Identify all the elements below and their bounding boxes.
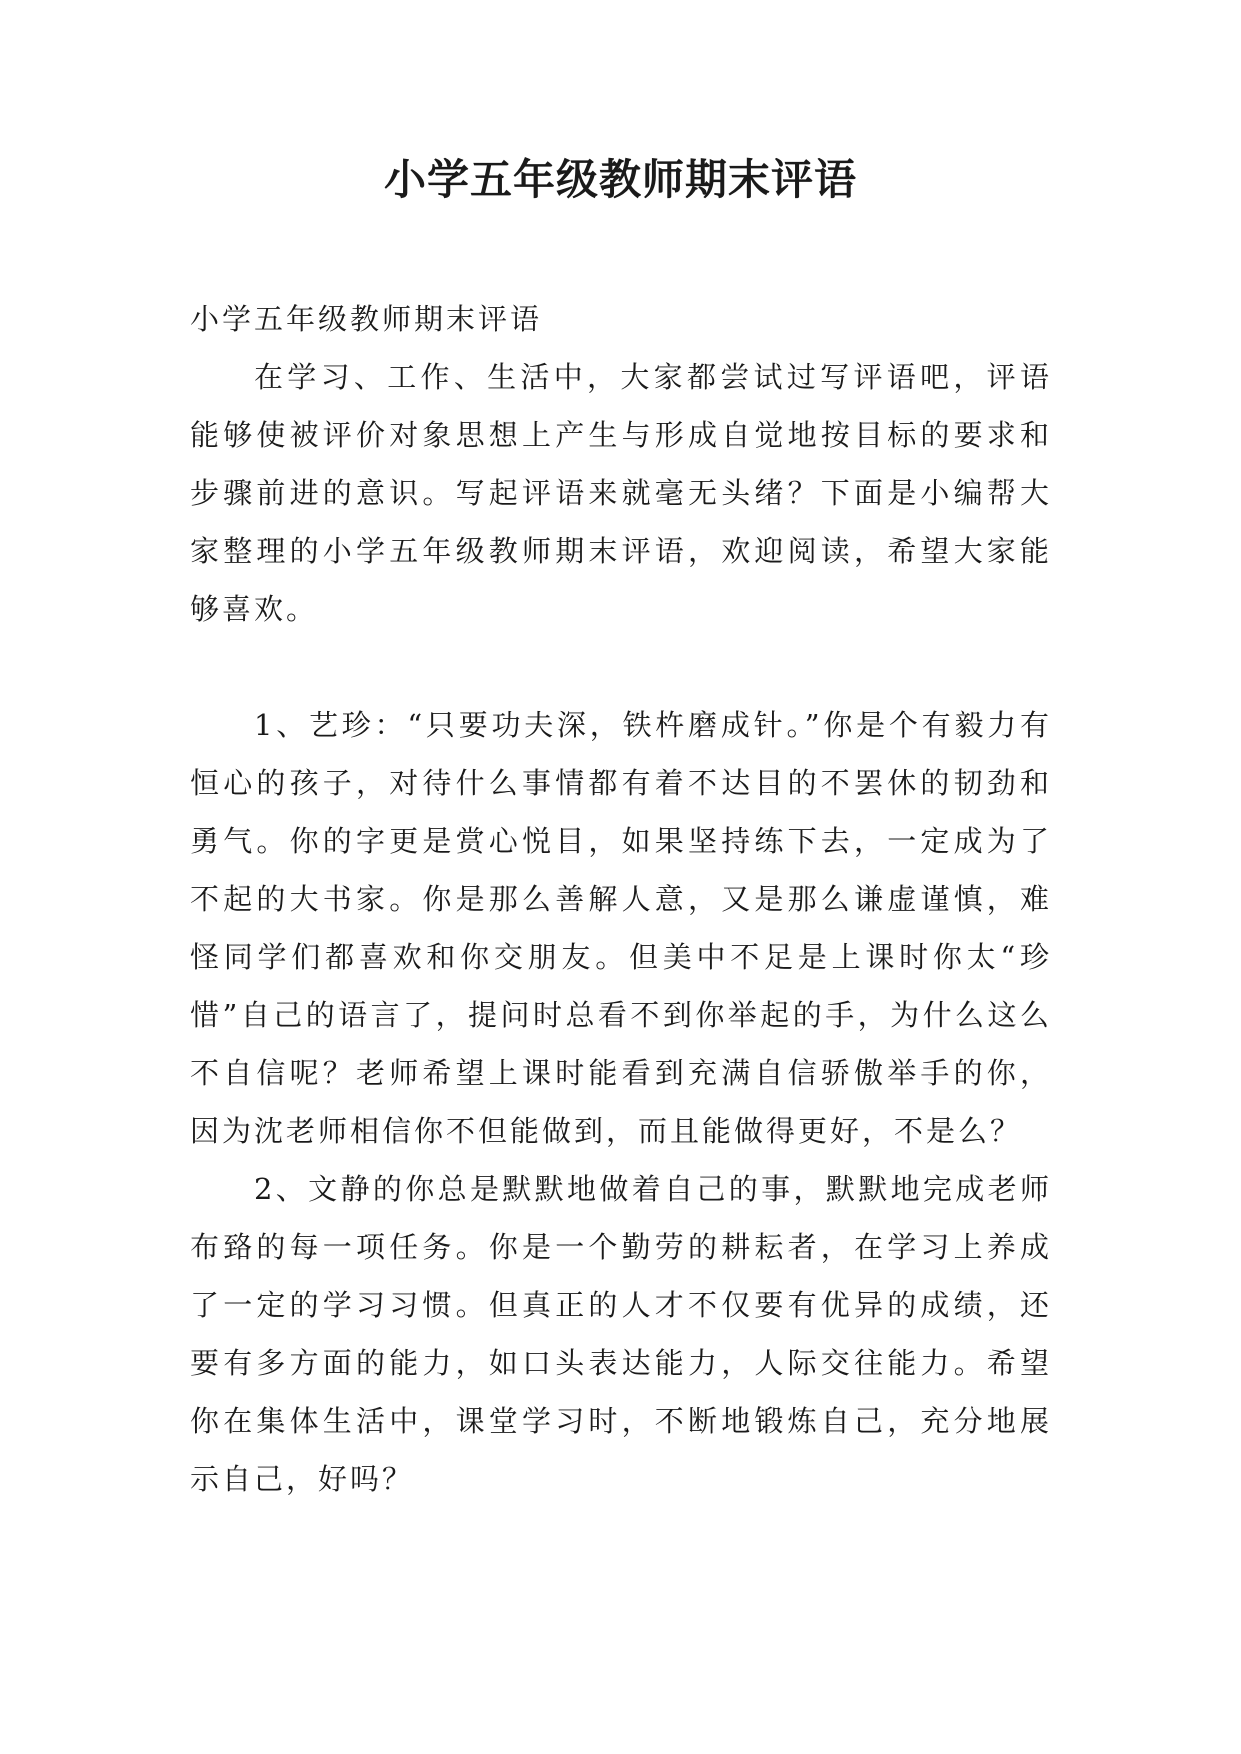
paragraph-spacer (190, 638, 1052, 696)
comment-paragraph-2: 2、文静的你总是默默地做着自己的事，默默地完成老师布臵的每一项任务。你是一个勤劳的耕耘者，在学习上养成了一定的学习习惯。但真正的人才不仅要有优异的成绩，还要有多方面的能力，如口头表达能力，人际交往能力。希望你在集体生活中，课堂学习时，不断地锻炼自己，充分地展示自己，好吗？ (190, 1172, 1052, 1496)
intro-paragraph: 在学习、工作、生活中，大家都尝试过写评语吧，评语能够使被评价对象思想上产生与形成自觉地按目标的要求和步骤前进的意识。写起评语来就毫无头绪？下面是小编帮大家整理的小学五年级教师期末评语，欢迎阅读，希望大家能够喜欢。 (190, 360, 1052, 626)
document-subtitle: 小学五年级教师期末评语 (190, 302, 543, 336)
document-title: 小学五年级教师期末评语 (383, 155, 857, 204)
document-body (190, 290, 1052, 1508)
comment-paragraph-1: 1、艺珍：“只要功夫深，铁杵磨成针。”你是个有毅力有恒心的孩子，对待什么事情都有着不达目的不罢休的韧劲和勇气。你的字更是赏心悦目，如果坚持练下去，一定成为了不起的大书家。你是那么善解人意，又是那么谦虚谨慎，难怪同学们都喜欢和你交朋友。但美中不足是上课时你太“珍惜”自己的语言了，提问时总看不到你举起的手，为什么这么不自信呢？老师希望上课时能看到充满自信骄傲举手的你，因为沈老师相信你不但能做到，而且能做得更好，不是么？ (190, 708, 1052, 1148)
